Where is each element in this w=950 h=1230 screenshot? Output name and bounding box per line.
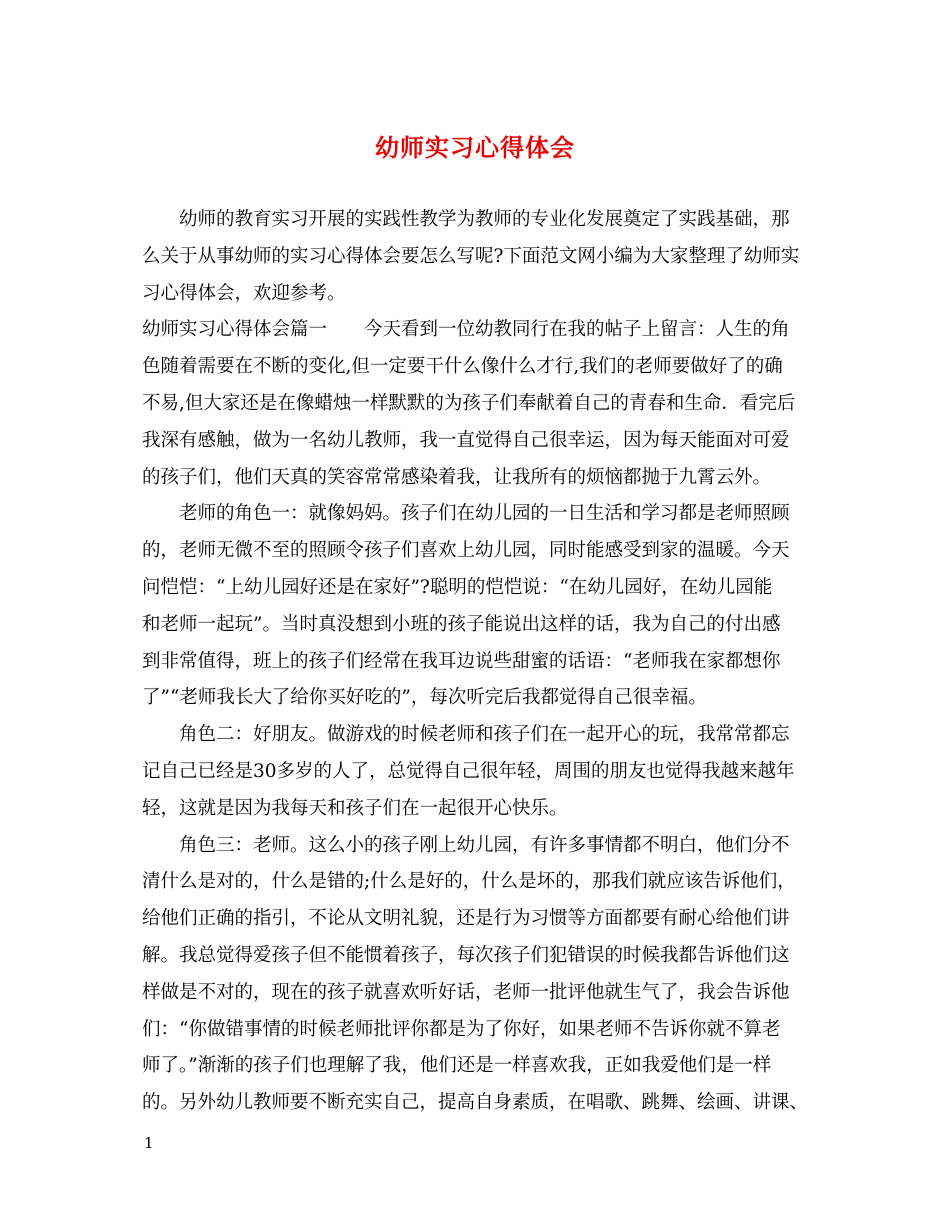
text-line: 不易,但大家还是在像蜡烛一样默默的为孩子们奉献着自己的青春和生命．看完后 — [142, 392, 796, 414]
text-line: 的。另外幼儿教师要不断充实自己，提高自身素质，在唱歌、跳舞、绘画、讲课、 — [142, 1092, 809, 1114]
text-line: 给他们正确的指引，不论从文明礼貌，还是行为习惯等方面都要有耐心给他们讲 — [142, 908, 790, 930]
text-line: 的，老师无微不至的照顾令孩子们喜欢上幼儿园，同时能感受到家的温暖。今天 — [142, 540, 790, 562]
text-line: 习心得体会，欢迎参考。 — [142, 282, 346, 304]
text-line: 解。我总觉得爱孩子但不能惯着孩子，每次孩子们犯错误的时候我都告诉他们这 — [142, 944, 790, 966]
text-line: 样做是不对的，现在的孩子就喜欢听好话，老师一批评他就生气了，我会告诉他 — [142, 981, 790, 1003]
text-line: 幼师实习心得体会篇一 今天看到一位幼教同行在我的帖子上留言：人生的角 — [142, 319, 790, 341]
text-line: 和老师一起玩”。当时真没想到小班的孩子能说出这样的话，我为自己的付出感 — [142, 613, 781, 635]
text-line: 我深有感触，做为一名幼儿教师，我一直觉得自己很幸运，因为每天能面对可爱 — [142, 429, 790, 451]
text-line: 轻，这就是因为我每天和孩子们在一起很开心快乐。 — [142, 797, 568, 819]
text-line: 的孩子们，他们天真的笑容常常感染着我，让我所有的烦恼都抛于九霄云外。 — [142, 466, 772, 488]
text-line: 么关于从事幼师的实习心得体会要怎么写呢?下面范文网小编为大家整理了幼师实 — [142, 245, 800, 267]
text-line: 们：“你做错事情的时候老师批评你都是为了你好，如果老师不告诉你就不算老 — [142, 1018, 781, 1040]
page-number: 1 — [144, 1134, 154, 1152]
document-title: 幼师实习心得体会 — [375, 133, 575, 162]
text-line: 角色三：老师。这么小的孩子刚上幼儿园，有许多事情都不明白，他们分不 — [179, 834, 790, 856]
text-line: 清什么是对的，什么是错的;什么是好的，什么是坏的，那我们就应该告诉他们， — [142, 871, 796, 893]
document-body — [142, 202, 812, 1122]
text-line: 问恺恺：“上幼儿园好还是在家好”?聪明的恺恺说：“在幼儿园好，在幼儿园能 — [142, 576, 773, 598]
text-line: 幼师的教育实习开展的实践性教学为教师的专业化发展奠定了实践基础，那 — [179, 209, 790, 230]
text-line: 记自己已经是30多岁的人了，总觉得自己很年轻，周围的朋友也觉得我越来越年 — [142, 760, 795, 782]
text-line: 老师的角色一：就像妈妈。孩子们在幼儿园的一日生活和学习都是老师照顾 — [179, 503, 790, 525]
text-line: 角色二：好朋友。做游戏的时候老师和孩子们在一起开心的玩，我常常都忘 — [179, 724, 790, 746]
text-line: 了”“老师我长大了给你买好吃的”，每次听完后我都觉得自己很幸福。 — [142, 687, 707, 709]
text-line: 色随着需要在不断的变化,但一定要干什么像什么才行,我们的老师要做好了的确 — [142, 356, 783, 378]
text-line: 师了。”渐渐的孩子们也理解了我，他们还是一样喜欢我，正如我爱他们是一样 — [142, 1055, 772, 1077]
text-line: 到非常值得，班上的孩子们经常在我耳边说些甜蜜的话语：“老师我在家都想你 — [142, 650, 781, 672]
